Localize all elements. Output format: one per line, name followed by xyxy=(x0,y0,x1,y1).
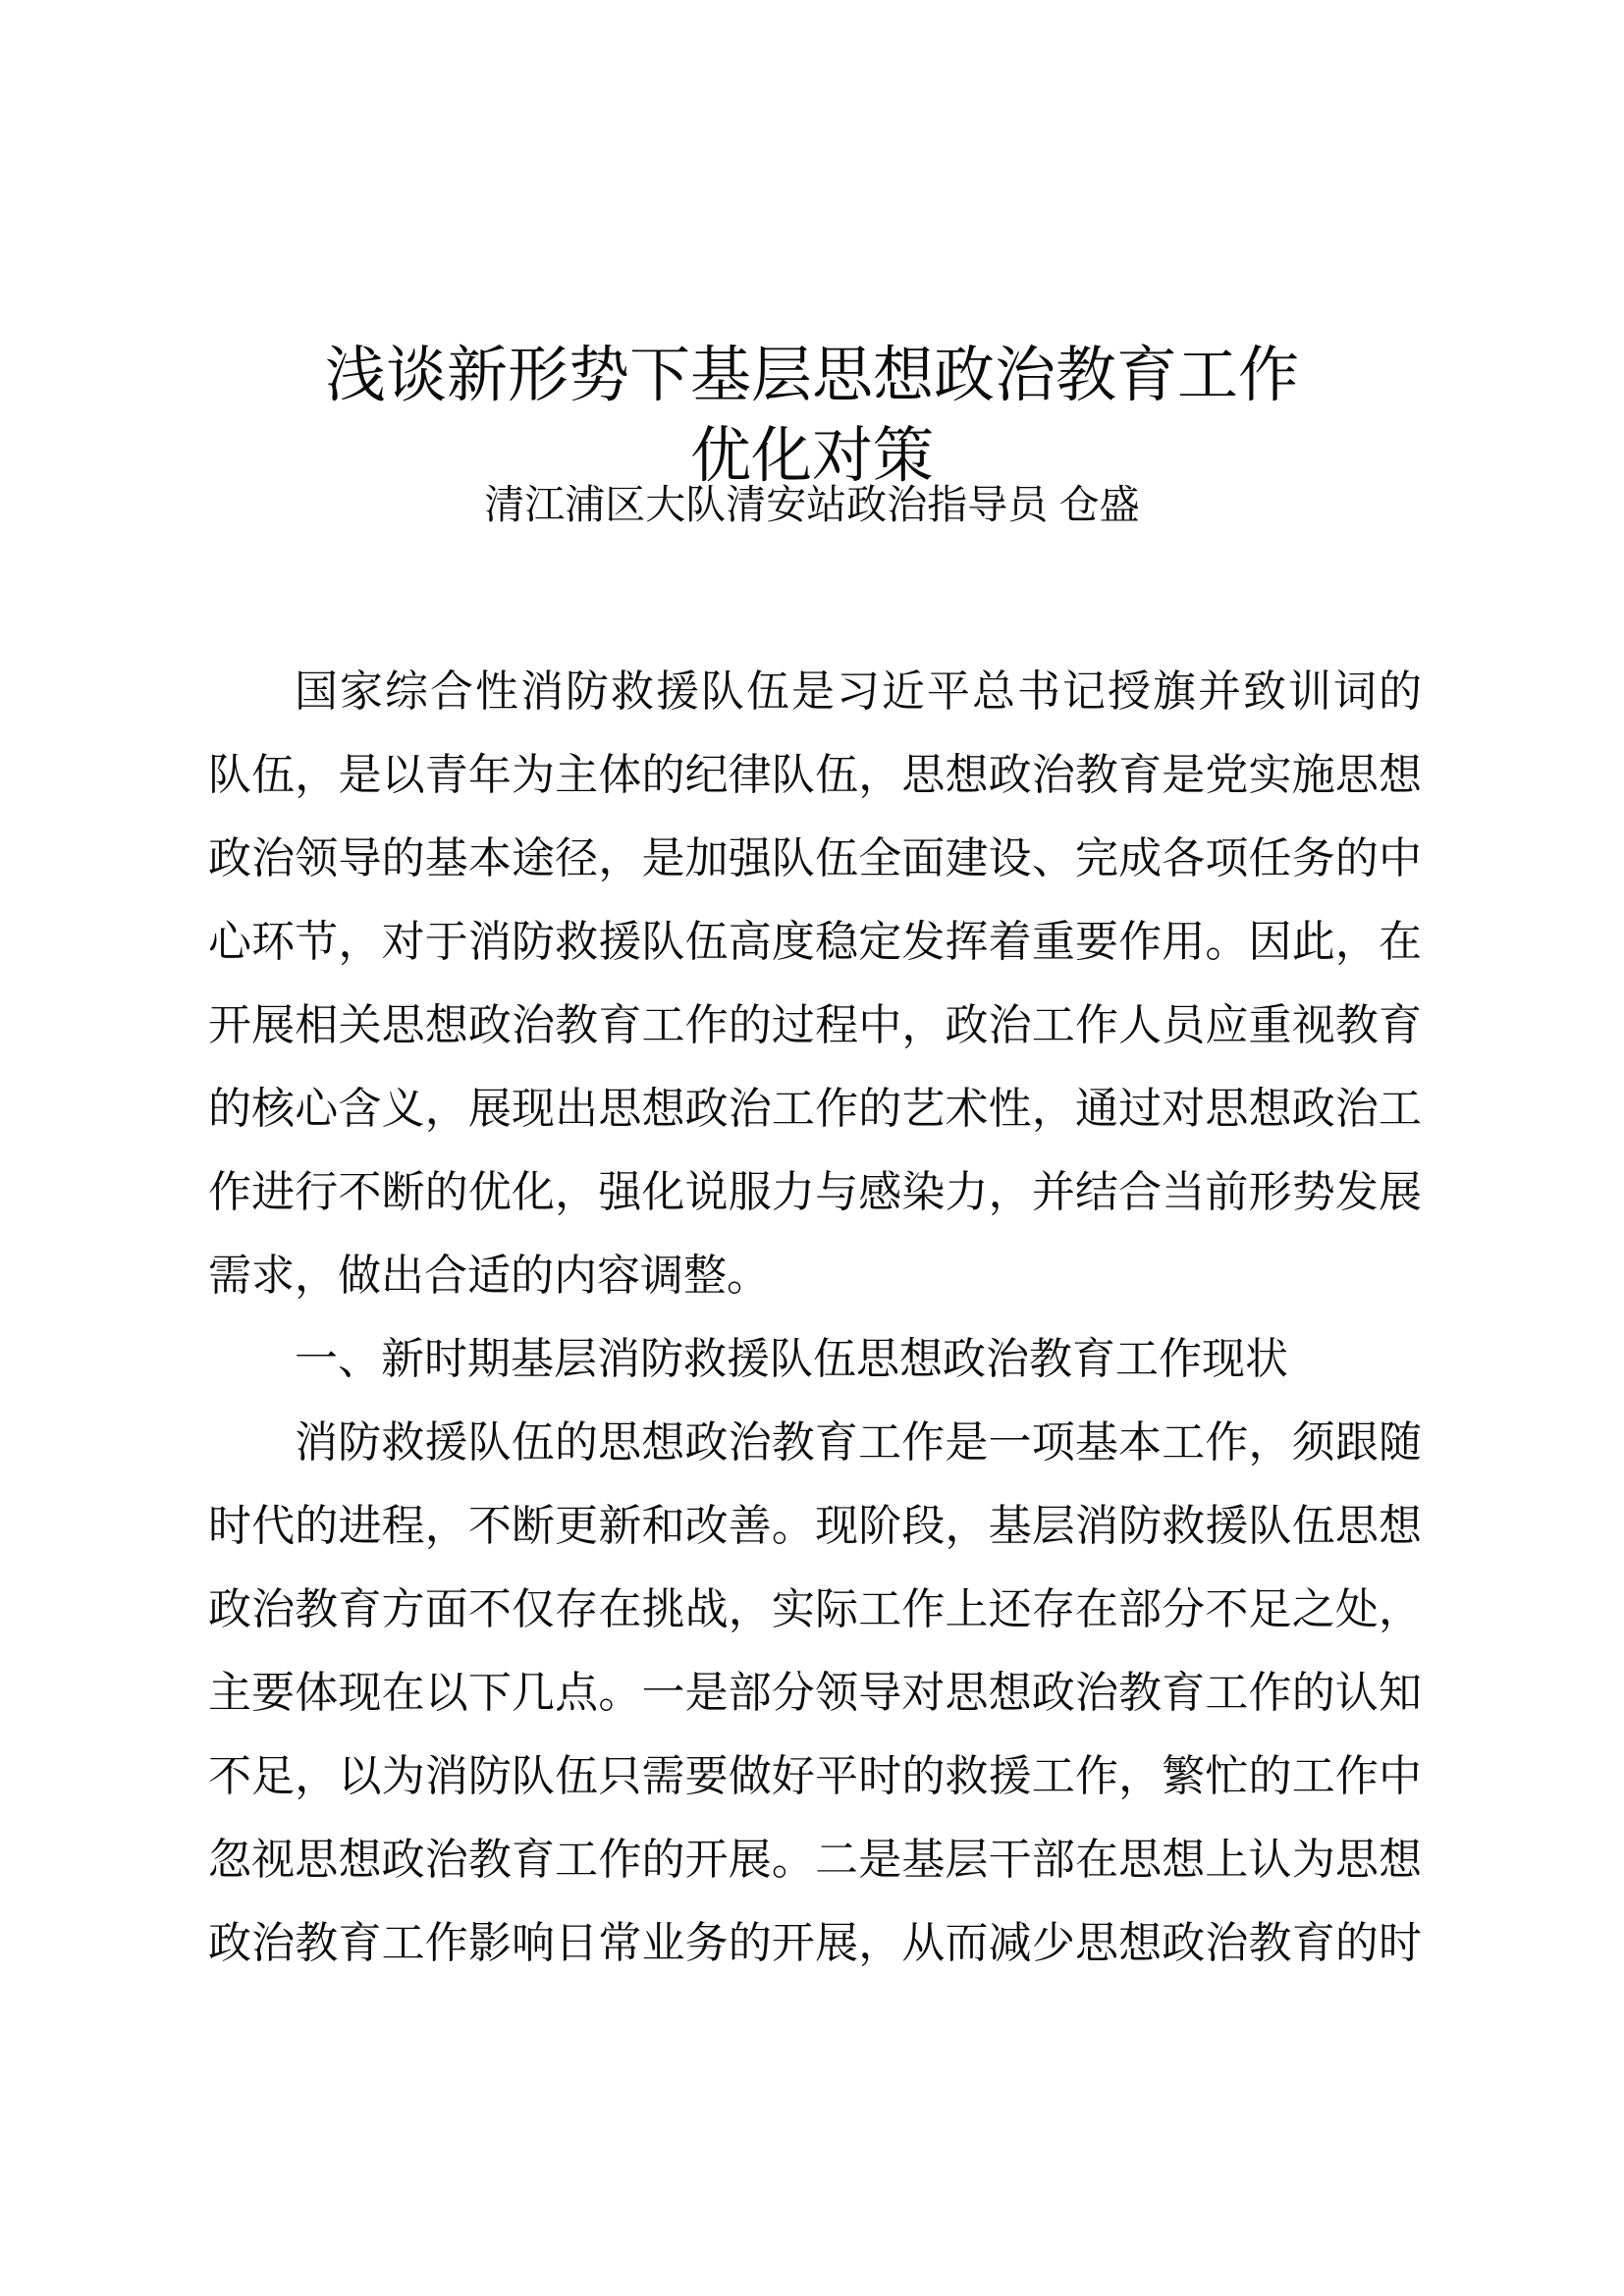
title-line-2: 优化对策 xyxy=(689,421,934,490)
paragraph-line: 国家综合性消防救援队伍是习近平总书记授旗并致训词的 xyxy=(295,667,1422,716)
paragraph-line: 忽视思想政治教育工作的开展。二是基层干部在思想上认为思想 xyxy=(208,1836,1422,1884)
paragraph-line: 政治领导的基本途径，是加强队伍全面建设、完成各项任务的中 xyxy=(208,834,1422,882)
paragraph-line: 需求，做出合适的内容调整。 xyxy=(208,1252,770,1300)
paragraph-line: 的核心含义，展现出思想政治工作的艺术性，通过对思想政治工 xyxy=(208,1085,1422,1133)
paragraph-line: 主要体现在以下几点。一是部分领导对思想政治教育工作的认知 xyxy=(208,1669,1422,1717)
paragraph-line: 不足，以为消防队伍只需要做好平时的救援工作，繁忙的工作中 xyxy=(208,1752,1422,1800)
section-heading-1: 一、新时期基层消防救援队伍思想政治教育工作现状 xyxy=(295,1335,1288,1383)
page-title xyxy=(0,336,1624,497)
paragraph-section-1 xyxy=(208,1401,1422,1985)
paragraph-line: 政治教育方面不仅存在挑战，实际工作上还存在部分不足之处， xyxy=(208,1585,1422,1633)
paragraph-line: 队伍，是以青年为主体的纪律队伍，思想政治教育是党实施思想 xyxy=(208,751,1422,799)
paragraph-line: 作进行不断的优化，强化说服力与感染力，并结合当前形势发展 xyxy=(208,1168,1422,1216)
paragraph-intro xyxy=(208,650,1422,1317)
title-line-1: 浅谈新形势下基层思想政治教育工作 xyxy=(324,341,1299,409)
paragraph-line: 消防救援队伍的思想政治教育工作是一项基本工作，须跟随 xyxy=(295,1418,1422,1467)
paragraph-line: 开展相关思想政治教育工作的过程中，政治工作人员应重视教育 xyxy=(208,1001,1422,1049)
document-body xyxy=(208,650,1422,1985)
paragraph-line: 政治教育工作影响日常业务的开展，从而减少思想政治教育的时 xyxy=(208,1919,1422,1967)
author-byline: 清江浦区大队清安站政治指导员 仓盛 xyxy=(484,482,1140,527)
paragraph-line: 时代的进程，不断更新和改善。现阶段，基层消防救援队伍思想 xyxy=(208,1502,1422,1550)
paragraph-line: 心环节，对于消防救援队伍高度稳定发挥着重要作用。因此，在 xyxy=(208,918,1422,966)
